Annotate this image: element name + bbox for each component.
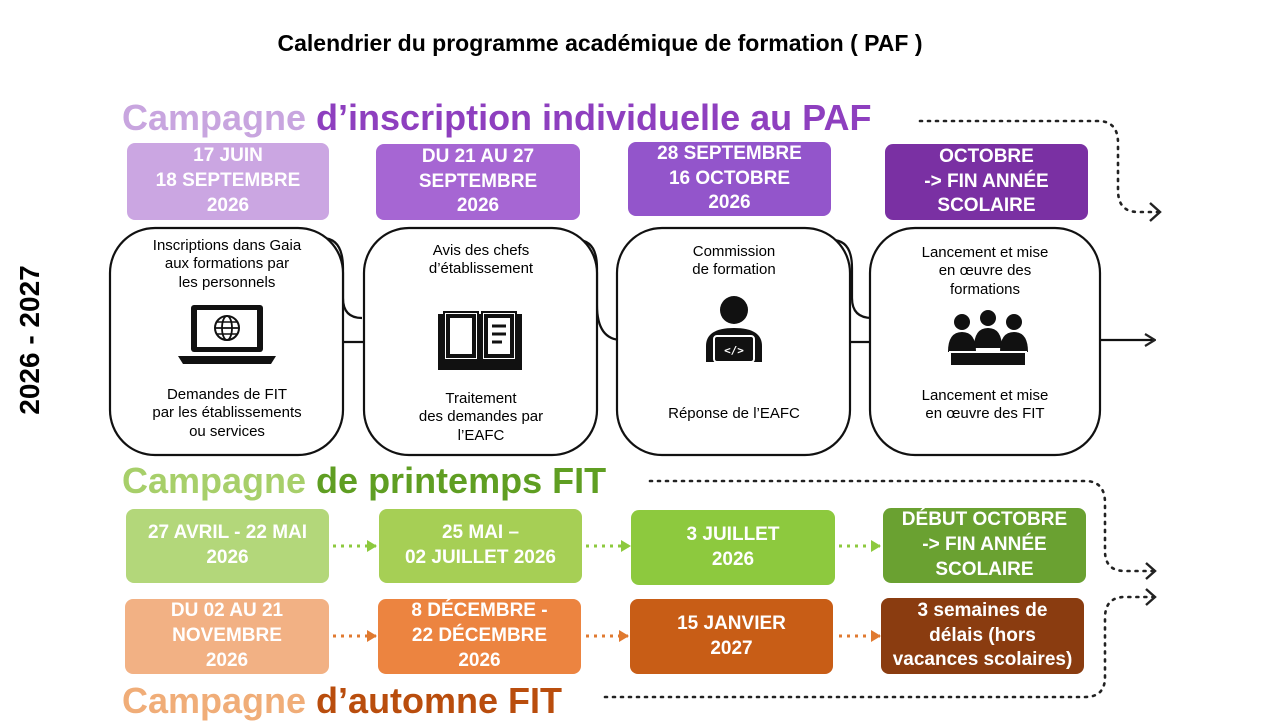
date-text: DÉBUT OCTOBRE -> FIN ANNÉE SCOLAIRE	[901, 509, 1068, 580]
date-text: 28 SEPTEMBRE 16 OCTOBRE 2026	[657, 142, 802, 214]
date-text: DU 21 AU 27 SEPTEMBRE 2026	[418, 145, 538, 217]
campaign-word: Campagne	[122, 460, 307, 501]
autumn-date-box	[630, 599, 833, 674]
campaign-individual-subtitle: d’inscription individuelle au PAF	[306, 97, 872, 138]
campaign-word: Campagne	[122, 97, 307, 138]
date-text: 25 MAI – 02 JUILLET 2026	[404, 522, 557, 568]
campaign-autumn-subtitle: d’automne FIT	[306, 680, 563, 721]
step-top-text: Lancement et mise en œuvre des formations	[921, 244, 1049, 298]
spring-date-box	[379, 509, 582, 583]
individual-date-box	[127, 143, 329, 220]
individual-date-box	[885, 144, 1088, 220]
step-bottom-text: Réponse de l’EAFC	[668, 405, 800, 422]
spring-date-box	[883, 508, 1086, 583]
date-text: 8 DÉCEMBRE - 22 DÉCEMBRE 2026	[411, 600, 548, 671]
step-bottom-text: Traitement des demandes par l’EAFC	[418, 390, 544, 444]
step-top-text: Inscriptions dans Gaia aux formations par les personnels	[152, 237, 302, 291]
date-text: DU 02 AU 21 NOVEMBRE 2026	[170, 600, 284, 671]
book-icon	[438, 312, 522, 370]
autumn-date-box	[125, 599, 329, 674]
date-text: 3 JUILLET 2026	[686, 523, 780, 570]
svg-text:</>: </>	[724, 344, 744, 357]
campaign-word: Campagne	[122, 680, 307, 721]
group-meeting-icon	[948, 310, 1028, 366]
campaign-spring-subtitle: de printemps FIT	[306, 460, 607, 501]
step-top-text: Commission de formation	[692, 243, 776, 279]
spring-date-box	[126, 509, 329, 583]
date-text: 15 JANVIER 2027	[677, 612, 786, 659]
step-top-text: Avis des chefs d’établissement	[428, 242, 534, 278]
year-label-text: 2026 - 2027	[14, 265, 45, 415]
date-text: 3 semaines de délais (hors vacances scolaires)	[892, 599, 1073, 671]
date-text: OCTOBRE -> FIN ANNÉE SCOLAIRE	[924, 145, 1049, 217]
dotted-arrow-head	[1146, 563, 1155, 579]
spring-date-box	[631, 510, 835, 585]
date-text: 27 AVRIL - 22 MAI 2026	[147, 522, 308, 568]
date-text: 17 JUIN 18 SEPTEMBRE 2026	[155, 145, 301, 216]
individual-date-box	[376, 144, 580, 220]
step-bottom-text: Lancement et mise en œuvre des FIT	[921, 387, 1049, 423]
step-bottom-text: Demandes de FIT par les établissements ou services	[152, 386, 302, 440]
autumn-date-box	[378, 599, 581, 674]
page-title: Calendrier du programme académique de formation ( PAF )	[277, 30, 923, 56]
autumn-date-box	[881, 598, 1084, 674]
individual-date-box	[628, 142, 831, 216]
